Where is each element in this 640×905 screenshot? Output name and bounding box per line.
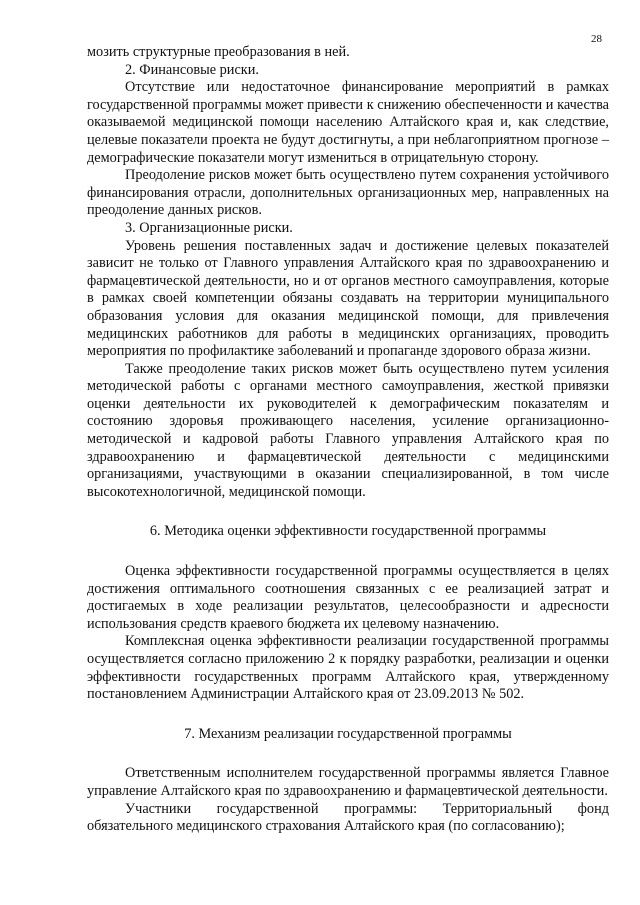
paragraph: Отсутствие или недостаточное финансирование мероприятий в рамках государственной программы может привести к снижению обеспеченности и качества оказываемой медицинской помощи населению Алтайского края и, как следствие, целевые показатели проекта не будут достигнуты, а при неблагоприятном прогнозе – демографические показатели могут измениться в отрицательную сторону. bbox=[87, 79, 609, 166]
section-heading-7: 7. Механизм реализации государственной программы bbox=[184, 725, 512, 742]
paragraph: Уровень решения поставленных задач и достижение целевых показателей зависит не только от Главного управления Алтайского края по здравоохранению и фармацевтической деятельности, но и от органов местного самоуправления, которые в рамках своей компетенции обязаны создавать на территории муниципального образования условия для оказания медицинской помощи, для привлечения медицинских работников для работы в медицинских организациях, проводить мероприятия по профилактике заболеваний и пропаганде здорового образа жизни. bbox=[87, 237, 609, 360]
document-body bbox=[87, 44, 609, 836]
paragraph: Оценка эффективности государственной программы осуществляется в целях достижения оптимального соотношения связанных с ее реализацией затрат и достигаемых в ходе реализации результатов, целесообразности и адресности использования средств краевого бюджета их целевому назначению. bbox=[87, 563, 609, 632]
section-item-organizational-risks: 3. Организационные риски. bbox=[125, 219, 293, 236]
section-heading-6: 6. Методика оценки эффективности государственной программы bbox=[149, 523, 547, 540]
paragraph: Также преодоление таких рисков может быть осуществлено путем усиления методической работы с органами местного самоуправления, жесткой привязки оценки деятельности их руководителей к демографическим показателям и состоянию здоровья проживающего населения, усиление организационно-методической и кадровой работы Главного управления Алтайского края по здравоохранению и фармацевтической деятельности с медицинскими организациями, участвующими в оказании специализированной, в том числе высокотехнологичной, медицинской помощи. bbox=[87, 360, 609, 500]
page-number: 28 bbox=[591, 33, 602, 45]
paragraph: Ответственным исполнителем государственной программы является Главное управление Алтайского края по здравоохранению и фармацевтической деятельности. bbox=[87, 765, 609, 799]
paragraph: Комплексная оценка эффективности реализации государственной программы осуществляется согласно приложению 2 к порядку разработки, реализации и оценки эффективности государственных программ Алтайского края, утвержденному постановлением Администрации Алтайского края от 23.09.2013 № 502. bbox=[87, 633, 609, 703]
paragraph: Участники государственной программы: Территориальный фонд обязательного медицинского страхования Алтайского края (по согласованию); bbox=[87, 800, 609, 835]
section-item-financial-risks: 2. Финансовые риски. bbox=[125, 61, 259, 78]
paragraph: Преодоление рисков может быть осуществлено путем сохранения устойчивого финансирования отрасли, дополнительных организационных мер, направленных на преодоление данных рисков. bbox=[87, 167, 609, 219]
paragraph: мозить структурные преобразования в ней. bbox=[87, 44, 350, 60]
